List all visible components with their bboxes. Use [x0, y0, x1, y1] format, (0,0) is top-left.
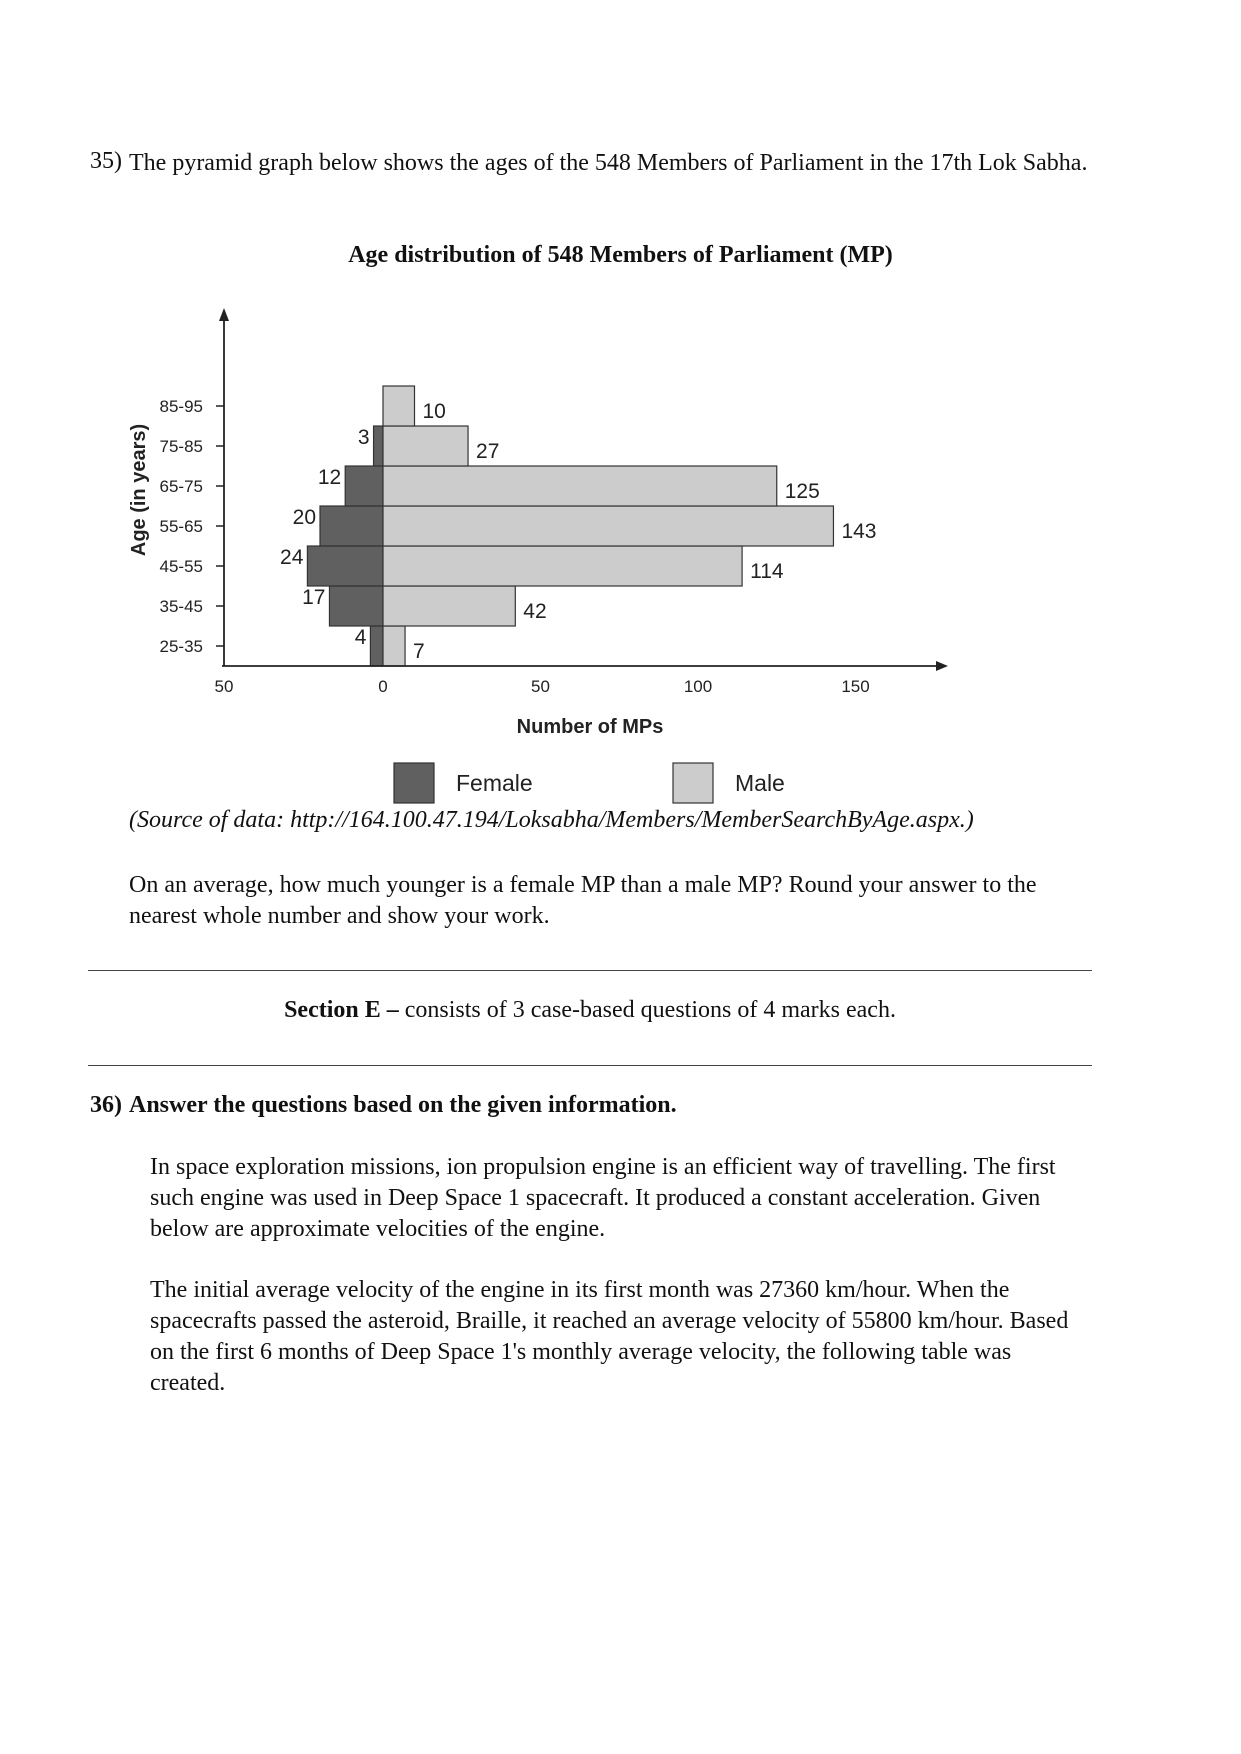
bar-male-45-55 [383, 546, 742, 586]
bar-female-45-55 [307, 546, 383, 586]
question-36-paragraph-2: The initial average velocity of the engine in its first month was 27360 km/hour. When the spacecrafts passed the asteroid, Braille, it reached an average velocity of 55800 km/hour. Based on the first 6 months of Deep Space 1's monthly average velocity, the following table was created. [150, 1277, 1069, 1396]
y-tick-label-45-55: 45-55 [159, 557, 203, 576]
x-tick-label-0: 0 [378, 677, 388, 696]
legend-swatch-female [394, 763, 434, 803]
label-male-65-75: 125 [784, 480, 820, 503]
x-axis-arrow-icon [936, 661, 948, 671]
x-axis-label: Number of MPs [516, 716, 664, 738]
question-36-paragraph-1: In space exploration missions, ion propulsion engine is an efficient way of travelling. The first such engine was used in Deep Space 1 spacecraft. It produced a constant acceleration. Given below are approximate velocities of the engine. [150, 1154, 1056, 1242]
bar-male-55-65 [383, 506, 833, 546]
question-36-heading: Answer the questions based on the given information. [129, 1092, 677, 1118]
question-35-text: The pyramid graph below shows the ages of the 548 Members of Parliament in the 17th Lok Sabha. [129, 150, 1088, 176]
question-35-prompt: On an average, how much younger is a female MP than a male MP? Round your answer to the nearest whole number and show your work. [129, 872, 1037, 929]
y-tick-label-85-95: 85-95 [159, 397, 203, 416]
label-male-45-55: 114 [750, 560, 784, 583]
bar-male-75-85 [383, 426, 468, 466]
label-female-65-75: 12 [317, 466, 342, 489]
label-male-35-45: 42 [523, 600, 547, 623]
x-tick-label-150: 150 [841, 677, 870, 696]
section-e-bold: Section E – [284, 997, 399, 1023]
label-male-55-65: 143 [841, 520, 877, 543]
bar-female-35-45 [329, 586, 383, 626]
x-tick-label--50: 50 [214, 677, 234, 696]
label-female-75-85: 3 [357, 426, 370, 449]
divider-bottom [88, 1065, 1092, 1066]
label-male-85-95: 10 [422, 400, 446, 423]
label-male-75-85: 27 [476, 440, 500, 463]
y-tick-label-65-75: 65-75 [159, 477, 203, 496]
bar-male-25-35 [383, 626, 405, 666]
label-male-25-35: 7 [413, 640, 425, 663]
bar-female-75-85 [374, 426, 383, 466]
bar-female-65-75 [345, 466, 383, 506]
y-tick-label-35-45: 35-45 [159, 597, 203, 616]
section-e-heading [0, 997, 1180, 1024]
y-tick-label-55-65: 55-65 [159, 517, 203, 536]
legend-label-male: Male [735, 770, 785, 796]
bar-female-25-35 [370, 626, 383, 666]
bar-male-65-75 [383, 466, 777, 506]
bar-male-85-95 [383, 386, 415, 426]
label-female-25-35: 4 [354, 626, 367, 649]
y-tick-label-25-35: 25-35 [159, 637, 203, 656]
label-female-55-65: 20 [292, 506, 316, 529]
y-tick-label-75-85: 75-85 [159, 437, 203, 456]
x-tick-label-50: 50 [531, 677, 550, 696]
pyramid-chart [0, 0, 1241, 810]
divider-top [88, 970, 1092, 971]
bar-female-55-65 [320, 506, 383, 546]
bar-male-35-45 [383, 586, 515, 626]
question-36-number: 36) [90, 1092, 122, 1118]
chart-legend [394, 763, 785, 803]
question-35-number: 35) [90, 148, 122, 174]
chart-bars [307, 386, 833, 666]
data-source: (Source of data: http://164.100.47.194/Loksabha/Members/MemberSearchByAge.aspx.) [129, 807, 974, 833]
legend-swatch-male [673, 763, 713, 803]
x-tick-label-100: 100 [683, 677, 713, 696]
label-female-45-55: 24 [280, 546, 304, 569]
chart-title: Age distribution of 548 Members of Parliament (MP) [348, 242, 893, 268]
label-female-35-45: 17 [302, 586, 326, 609]
y-axis-label: Age (in years) [128, 423, 150, 557]
section-e-rest: consists of 3 case-based questions of 4 marks each. [398, 997, 896, 1023]
y-axis-arrow-icon [219, 308, 229, 321]
legend-label-female: Female [456, 770, 533, 796]
